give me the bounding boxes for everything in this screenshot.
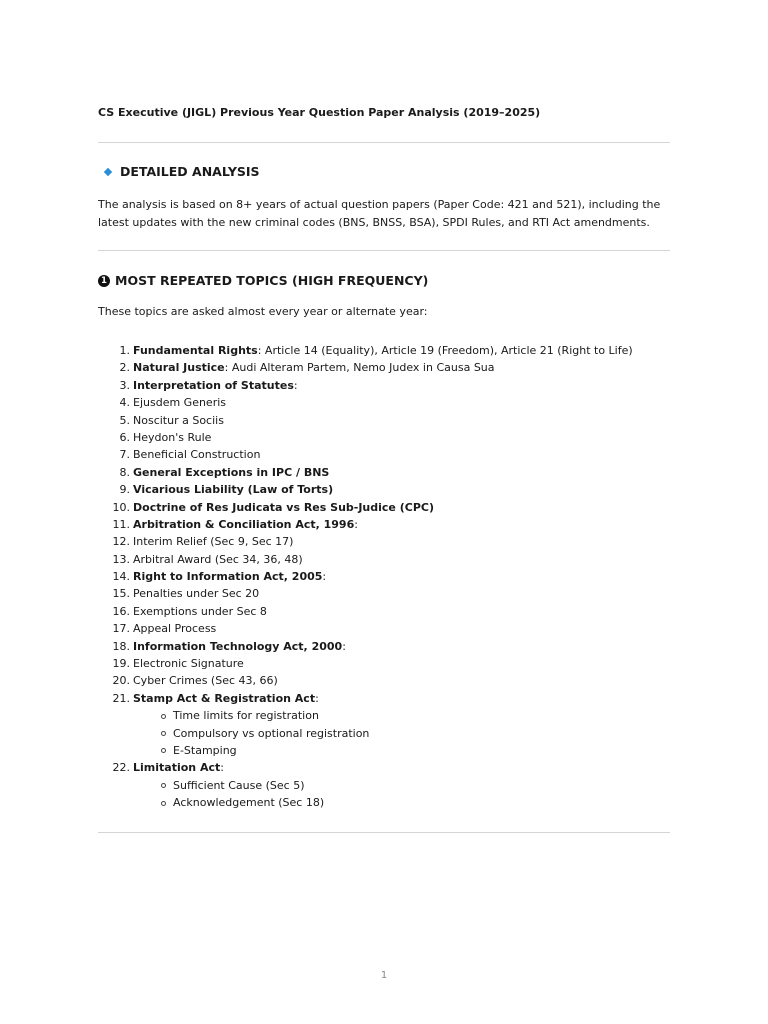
hollow-bullet-icon xyxy=(161,783,166,788)
sub-list-item: Compulsory vs optional registration xyxy=(98,725,633,742)
list-item: 18. Information Technology Act, 2000: xyxy=(112,639,346,653)
list-item: 14. Right to Information Act, 2005: xyxy=(112,570,327,584)
list-item: 21. Stamp Act & Registration Act: xyxy=(112,691,319,705)
list-item: 17. Appeal Process xyxy=(112,622,217,636)
list-item: 16. Exemptions under Sec 8 xyxy=(112,604,267,618)
page-number: 1 xyxy=(380,970,388,981)
divider xyxy=(98,142,670,143)
section-heading-repeated-topics xyxy=(98,273,428,288)
list-item: 8. General Exceptions in IPC / BNS xyxy=(119,465,330,479)
list-item: 9. Vicarious Liability (Law of Torts) xyxy=(119,483,334,497)
hollow-bullet-icon xyxy=(161,748,166,753)
blue-diamond-icon xyxy=(104,167,112,175)
sub-list-item: Acknowledgement (Sec 18) xyxy=(98,794,633,811)
topics-intro-text: These topics are asked almost every year or alternate year: xyxy=(98,305,428,318)
sub-list-item: Time limits for registration xyxy=(98,707,633,724)
sub-list xyxy=(98,707,633,759)
list-item: 6. Heydon's Rule xyxy=(119,430,212,444)
section-heading-text: DETAILED ANALYSIS xyxy=(120,164,260,179)
list-item: 22. Limitation Act: xyxy=(112,761,224,775)
list-item: 12. Interim Relief (Sec 9, Sec 17) xyxy=(112,535,294,549)
sub-list-container xyxy=(98,777,633,812)
section-heading-detailed-analysis xyxy=(98,164,260,179)
list-item: 5. Noscitur a Sociis xyxy=(119,413,224,427)
sub-list xyxy=(98,777,633,812)
list-item: 15. Penalties under Sec 20 xyxy=(112,587,260,601)
list-item: 4. Ejusdem Generis xyxy=(119,396,227,410)
list-item: 2. Natural Justice: Audi Alteram Partem, Nemo Judex in Causa Sua xyxy=(119,361,495,375)
sub-list-item: E-Stamping xyxy=(98,742,633,759)
list-item: 3. Interpretation of Statutes: xyxy=(119,378,298,392)
sub-list-container xyxy=(98,707,633,759)
hollow-bullet-icon xyxy=(161,801,166,806)
hollow-bullet-icon xyxy=(161,714,166,719)
document-title: CS Executive (JIGL) Previous Year Question Paper Analysis (2019–2025) xyxy=(98,106,541,119)
list-item: 20. Cyber Crimes (Sec 43, 66) xyxy=(112,674,278,688)
hollow-bullet-icon xyxy=(161,731,166,736)
analysis-paragraph: The analysis is based on 8+ years of actual question papers (Paper Code: 421 and 521), including the latest updates with the new criminal codes (BNS, BNSS, BSA), SPDI Rules, and RTI Act amendments. xyxy=(98,198,661,229)
topics-list xyxy=(98,342,633,812)
list-item: 13. Arbitral Award (Sec 34, 36, 48) xyxy=(112,552,303,566)
list-item: 10. Doctrine of Res Judicata vs Res Sub-Judice (CPC) xyxy=(112,500,434,514)
number-one-circle-icon: 1 xyxy=(98,275,110,287)
divider xyxy=(98,832,670,833)
divider xyxy=(98,250,670,251)
section-heading-text: MOST REPEATED TOPICS (HIGH FREQUENCY) xyxy=(115,273,429,288)
list-item: 1. Fundamental Rights: Article 14 (Equality), Article 19 (Freedom), Article 21 (Right to Life) xyxy=(119,344,633,357)
sub-list-item: Sufficient Cause (Sec 5) xyxy=(98,777,633,794)
list-item: 19. Electronic Signature xyxy=(112,657,244,671)
list-item: 11. Arbitration & Conciliation Act, 1996: xyxy=(112,517,358,531)
list-item: 7. Beneficial Construction xyxy=(119,448,261,462)
